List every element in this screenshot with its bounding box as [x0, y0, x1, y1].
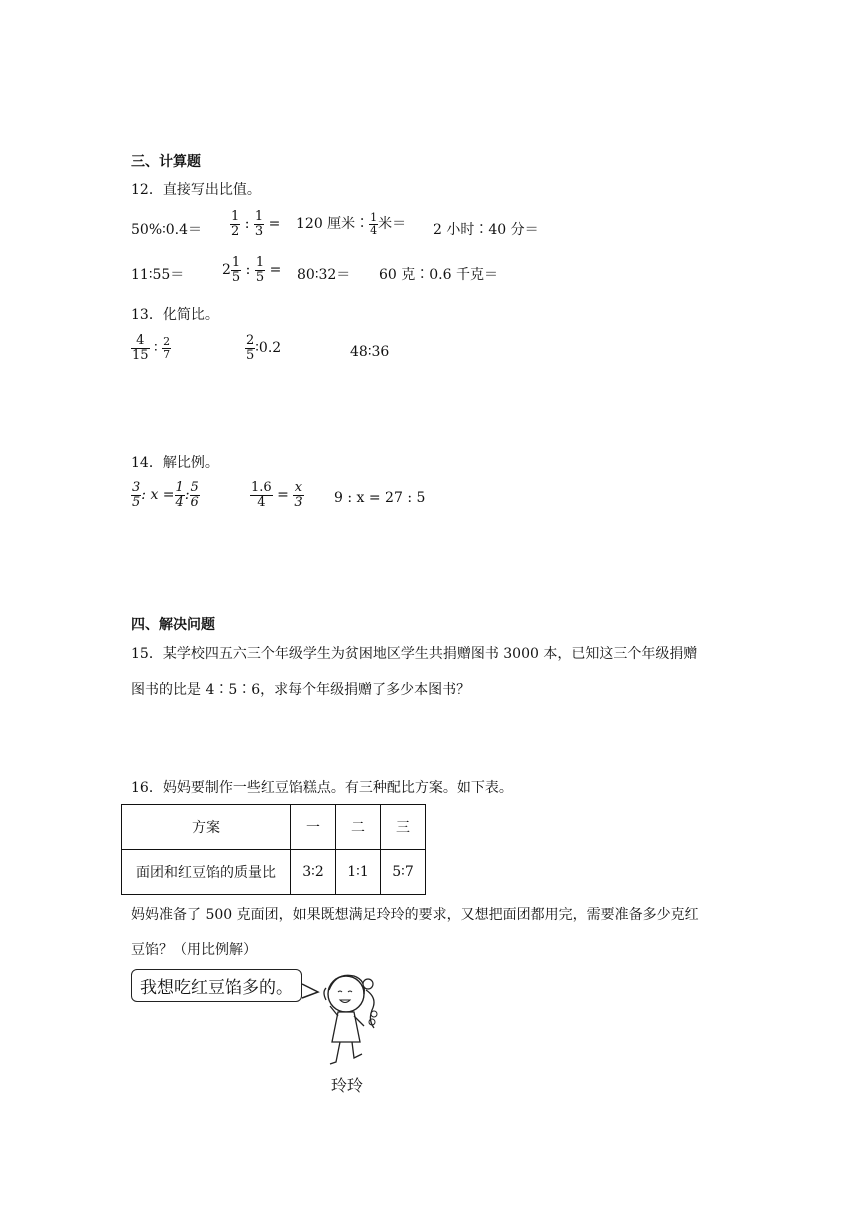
fraction-numerator: x — [294, 480, 303, 495]
ratio-table — [121, 804, 426, 895]
fraction-numerator: 1 — [254, 209, 264, 224]
ratio-sign: : — [184, 487, 190, 504]
ratio-sign: : — [245, 262, 251, 279]
table-row-label: 面团和红豆馅的质量比 — [122, 850, 291, 895]
fraction-denominator: 5 — [246, 347, 255, 363]
equals-sign: = — [277, 487, 289, 504]
girl-illustration — [296, 962, 396, 1072]
q12-r2-a: 11∶55＝ — [131, 267, 185, 283]
fraction-numerator: 1 — [231, 255, 241, 270]
fraction-numerator: 2 — [163, 335, 171, 349]
q13-a — [131, 334, 171, 362]
table-row — [122, 850, 426, 895]
table-cell: 3∶2 — [291, 850, 336, 895]
fraction-numerator: 1 — [370, 211, 378, 224]
fraction-denominator: 4 — [370, 223, 378, 237]
fraction-denominator: 4 — [257, 494, 266, 510]
q16-line-2: 豆馅？（用比例解） — [131, 942, 257, 958]
ratio-sign: : — [244, 216, 250, 233]
fraction-numerator: 5 — [190, 480, 199, 495]
fraction-denominator: 3 — [254, 223, 264, 239]
q13-b — [245, 334, 281, 362]
q12-r2-b — [222, 256, 281, 284]
q13-title: 13．化简比。 — [131, 307, 219, 323]
q12-r2-d: 60 克∶0.6 千克＝ — [379, 267, 498, 283]
q12-title: 12．直接写出比值。 — [131, 182, 261, 198]
equals-sign: = — [269, 262, 282, 279]
fraction-denominator: 5 — [231, 269, 241, 285]
q14-b — [250, 481, 304, 509]
section-4-title: 四、解决问题 — [131, 617, 215, 633]
fraction-numerator: 3 — [132, 480, 141, 495]
fraction-denominator: 7 — [163, 347, 171, 361]
table-cell: 1∶1 — [336, 850, 381, 895]
q14-title: 14．解比例。 — [131, 455, 219, 471]
fraction-denominator: 2 — [231, 223, 240, 239]
ratio-sign: ∶ — [154, 340, 158, 357]
table-header-cell: 一 — [291, 805, 336, 850]
q14-c: 9 : x = 27 : 5 — [334, 490, 426, 506]
table-header-cell: 三 — [381, 805, 426, 850]
q16-title: 16．妈妈要制作一些红豆馅糕点。有三种配比方案。如下表。 — [131, 780, 513, 796]
text: 米＝ — [378, 216, 407, 233]
fraction-denominator: 4 — [175, 494, 184, 510]
text: 120 厘米∶ — [296, 216, 370, 233]
q12-r2-c: 80∶32＝ — [297, 267, 351, 283]
fraction-numerator: 1 — [175, 480, 184, 495]
fraction-numerator: 1 — [231, 209, 240, 224]
q12-r1-c — [296, 212, 406, 236]
q15-line-1: 15．某学校四五六三个年级学生为贫困地区学生共捐赠图书 3000 本，已知这三个年级捐赠 — [131, 646, 698, 662]
fraction-numerator: 1.6 — [251, 480, 272, 495]
table-header-cell: 方案 — [122, 805, 291, 850]
q15-line-2: 图书的比是 4∶5∶6，求每个年级捐赠了多少本图书？ — [131, 682, 471, 698]
q13-c: 48∶36 — [350, 344, 390, 360]
q12-r1-b — [230, 210, 280, 238]
fraction-denominator: 3 — [294, 494, 303, 510]
fraction-denominator: 5 — [255, 269, 265, 285]
fraction-numerator: 2 — [246, 333, 255, 348]
mixed-whole: 2 — [222, 262, 231, 279]
section-3-title: 三、计算题 — [131, 154, 201, 170]
q14-a — [131, 481, 200, 509]
fraction-denominator: 5 — [132, 494, 141, 510]
fraction-denominator: 15 — [132, 347, 149, 363]
table-header-cell: 二 — [336, 805, 381, 850]
text: ∶0.2 — [255, 340, 282, 357]
text: : x = — [141, 487, 175, 504]
q12-r1-a: 50%∶0.4＝ — [131, 222, 203, 238]
fraction-numerator: 4 — [131, 334, 150, 349]
q16-line-1: 妈妈准备了 500 克面团，如果既想满足玲玲的要求，又想把面团都用完，需要准备多少克红 — [131, 907, 699, 923]
table-header-row — [122, 805, 426, 850]
fraction-numerator: 1 — [255, 255, 265, 270]
table-cell: 5∶7 — [381, 850, 426, 895]
equals-sign: = — [268, 216, 281, 233]
speech-bubble: 我想吃红豆馅多的。 — [131, 969, 302, 1002]
fraction-denominator: 6 — [190, 494, 199, 510]
character-name: 玲玲 — [331, 1076, 364, 1095]
q12-r1-d: 2 小时∶40 分＝ — [433, 222, 539, 238]
